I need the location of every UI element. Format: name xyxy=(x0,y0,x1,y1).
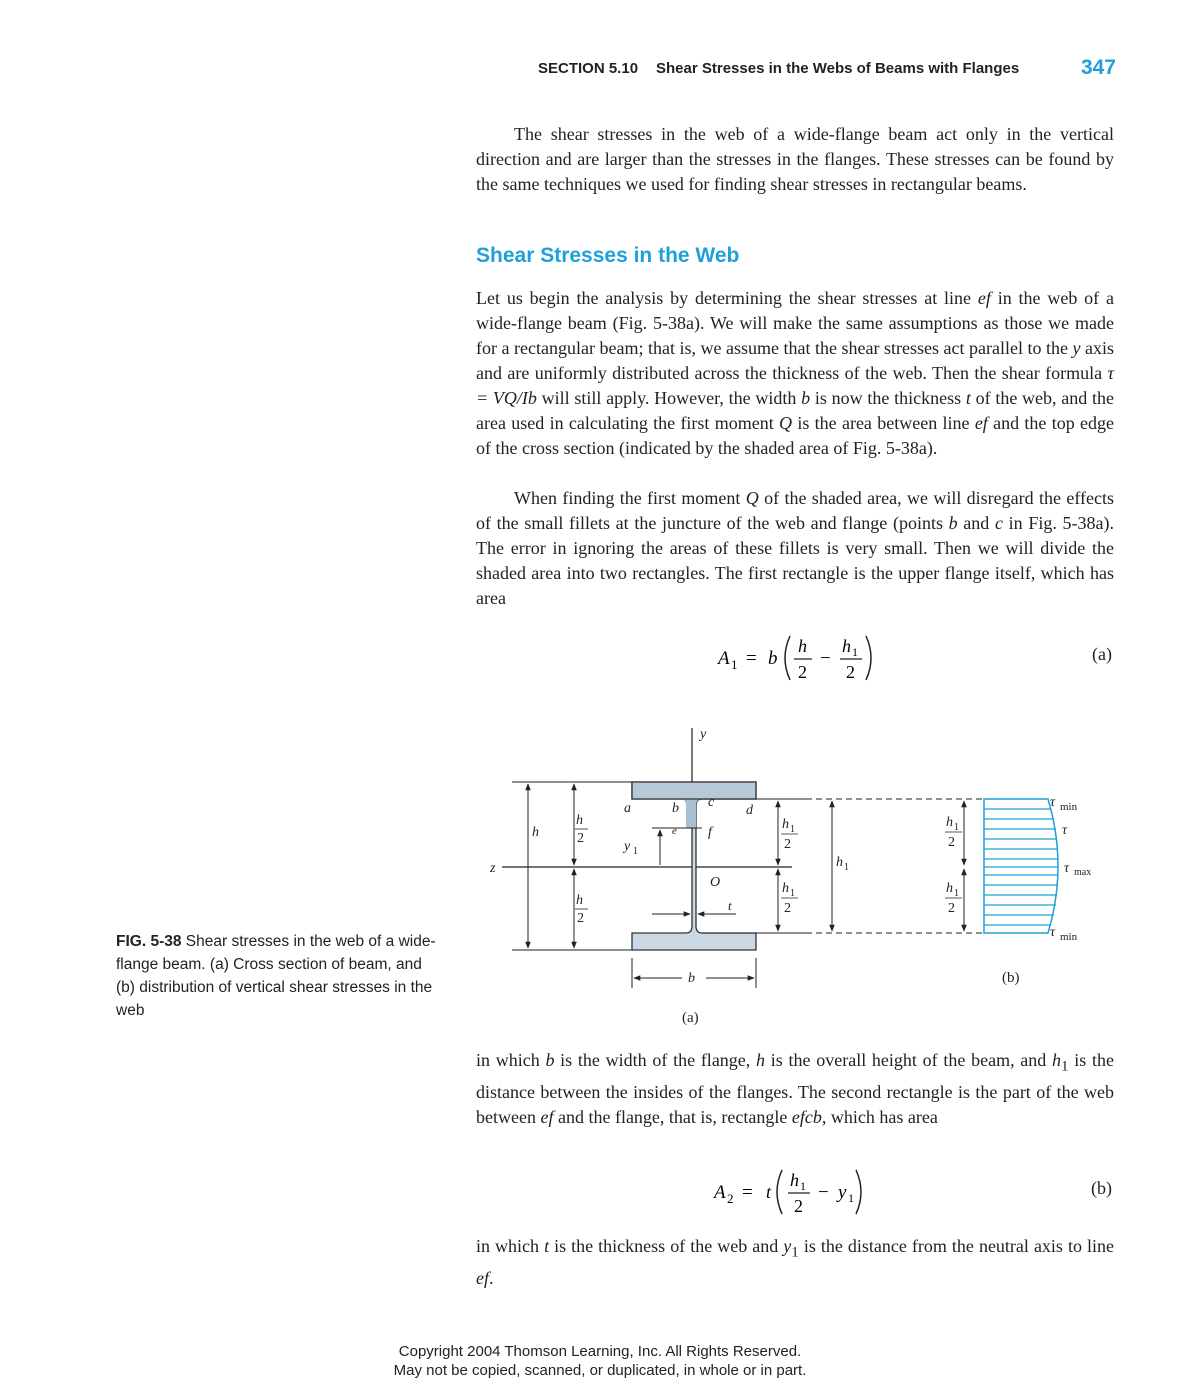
svg-text:A: A xyxy=(718,648,730,669)
y-axis-label: y xyxy=(700,727,707,742)
svg-text:2: 2 xyxy=(948,901,955,916)
svg-text:1: 1 xyxy=(790,824,795,835)
part-b-label: (b) xyxy=(1002,970,1020,986)
figure-caption-text: Shear stresses in the web of a wide-flange beam. (a) Cross section of beam, and (b) distribution of vertical shear stresses in the web xyxy=(116,933,436,1019)
section-title: Shear Stresses in the Webs of Beams with Flanges xyxy=(656,60,1020,77)
svg-text:1: 1 xyxy=(790,888,795,899)
stress-distribution-b xyxy=(806,795,1091,986)
page-number: 347 xyxy=(1080,56,1116,79)
svg-text:h: h xyxy=(946,815,953,830)
running-header xyxy=(538,56,1116,86)
svg-text:1: 1 xyxy=(848,1191,854,1205)
svg-text:max: max xyxy=(1074,867,1092,878)
part-a-label: (a) xyxy=(682,1010,699,1026)
equation-b-label: (b) xyxy=(1091,1178,1112,1198)
svg-text:min: min xyxy=(1060,931,1078,943)
svg-text:h: h xyxy=(842,636,851,656)
svg-text:y: y xyxy=(624,839,631,854)
web-thickness-paragraph: in which t is the thickness of the web and $y_1$ is the distance from the neutral axis to line ef. xyxy=(476,1236,1114,1288)
h-label: h xyxy=(532,825,539,840)
svg-text:y: y xyxy=(838,1182,847,1203)
t-label: t xyxy=(728,898,732,913)
z-axis-label: z xyxy=(490,861,496,876)
svg-text:=: = xyxy=(742,1182,753,1203)
svg-text:h: h xyxy=(782,881,789,896)
copyright-line-1: Copyright 2004 Thomson Learning, Inc. All Rights Reserved. xyxy=(398,1343,802,1360)
svg-text:2: 2 xyxy=(846,662,855,682)
svg-text:2: 2 xyxy=(948,835,955,850)
point-d: d xyxy=(746,803,753,818)
svg-text:h: h xyxy=(946,881,953,896)
svg-text:2: 2 xyxy=(784,837,791,852)
figure-5-38 xyxy=(476,720,1116,1030)
point-a: a xyxy=(624,801,631,816)
svg-text:1: 1 xyxy=(954,822,959,833)
intro-paragraph: The shear stresses in the web of a wide-flange beam act only in the vertical direction and are larger than the stresses in the flanges. These stresses can be found by the same techniques we used for finding shear stresses in rectangular beams. xyxy=(476,124,1114,194)
point-c: c xyxy=(708,795,715,810)
section-number: SECTION 5.10 xyxy=(538,60,639,77)
figure-caption xyxy=(116,930,436,1022)
svg-text:=: = xyxy=(746,648,757,669)
svg-text:−: − xyxy=(818,1182,829,1203)
point-e: e xyxy=(672,825,677,837)
tau-min-top-label: τ xyxy=(1050,795,1056,810)
svg-text:h: h xyxy=(576,893,583,908)
svg-text:2: 2 xyxy=(798,662,807,682)
svg-text:1: 1 xyxy=(731,657,738,672)
tau-max-label: τ xyxy=(1064,861,1070,876)
svg-text:b: b xyxy=(688,971,695,986)
equation-a-label: (a) xyxy=(1092,644,1112,664)
point-b: b xyxy=(672,801,679,816)
tau-min-bot-label: τ xyxy=(1050,925,1056,940)
point-o: O xyxy=(710,875,721,890)
svg-text:t: t xyxy=(766,1182,772,1202)
svg-text:1: 1 xyxy=(852,645,858,659)
svg-text:1: 1 xyxy=(800,1179,806,1193)
cross-section-a xyxy=(489,727,849,1026)
svg-text:1: 1 xyxy=(844,862,849,873)
subheading: Shear Stresses in the Web xyxy=(476,244,740,267)
svg-text:h: h xyxy=(790,1170,799,1190)
dimensions-paragraph: in which b is the width of the flange, h is the overall height of the beam, and $h_1$ is the distance between the insides of the flanges. The second rectangle is the part of the web between ef and the flange, that is, rectangle efcb, which has area xyxy=(476,1050,1114,1127)
equation-a-math xyxy=(706,628,1126,688)
svg-text:h: h xyxy=(798,636,807,656)
svg-text:h: h xyxy=(576,813,583,828)
svg-text:2: 2 xyxy=(577,831,584,846)
equation-b-math xyxy=(706,1162,1126,1222)
copyright-footer xyxy=(300,1342,900,1380)
svg-text:A: A xyxy=(714,1182,726,1203)
svg-text:2: 2 xyxy=(577,911,584,926)
equation-a xyxy=(476,628,1114,688)
svg-text:2: 2 xyxy=(794,1196,803,1216)
svg-text:1: 1 xyxy=(633,846,638,857)
analysis-paragraph: Let us begin the analysis by determining the shear stresses at line ef in the web of a wide-flange beam (Fig. 5-38a). We will make the same assumptions as those we made for a rectangular beam; that is, we assume that the shear stresses act parallel to the y axis and are uniformly distributed across the thickness of the web. Then the shear formula τ = VQ/Ib will still apply. However, the width b is now the thickness t of the web, and the area used in calculating the first moment Q is the area between line ef and the top edge of the cross section (indicated by the shaded area of Fig. 5-38a). xyxy=(476,288,1115,458)
figure-number: FIG. 5-38 xyxy=(116,933,182,950)
svg-text:−: − xyxy=(820,648,831,669)
first-moment-paragraph: When finding the first moment Q of the shaded area, we will disregard the effects of the small fillets at the juncture of the web and flange (points b and c in Fig. 5-38a). The error in ignoring the areas of these fillets is very small. Then we will divide the shaded area into two rectangles. The first rectangle is the upper flange itself, which has area xyxy=(476,488,1114,608)
svg-text:h: h xyxy=(782,817,789,832)
svg-text:h: h xyxy=(836,855,843,870)
svg-text:2: 2 xyxy=(784,901,791,916)
copyright-line-2: May not be copied, scanned, or duplicated, in whole or in part. xyxy=(393,1362,807,1379)
svg-text:b: b xyxy=(768,648,778,669)
equation-b xyxy=(476,1162,1114,1222)
svg-text:min: min xyxy=(1060,801,1078,813)
shear-formula: τ = VQ/Ib xyxy=(476,363,1114,408)
svg-text:2: 2 xyxy=(727,1191,734,1206)
svg-text:1: 1 xyxy=(954,888,959,899)
tau-label: τ xyxy=(1062,823,1068,838)
point-f: f xyxy=(708,825,712,840)
